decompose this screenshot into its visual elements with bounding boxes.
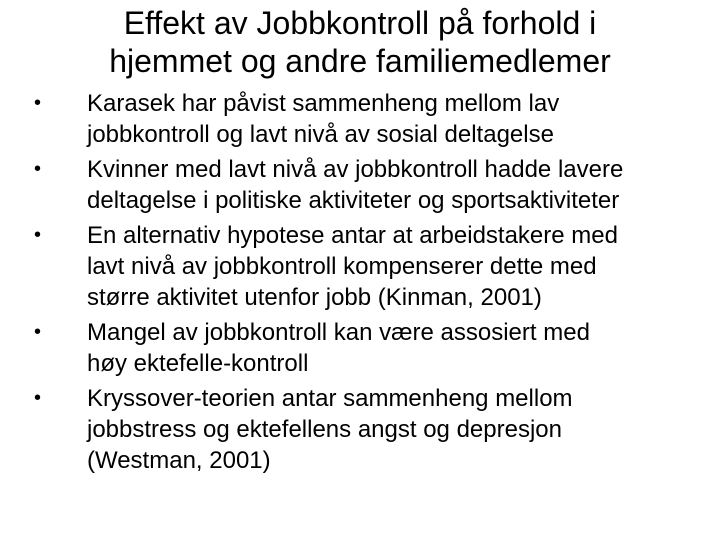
bullet-text-line: (Westman, 2001) (87, 447, 271, 474)
bullet-text-line: lavt nivå av jobbkontroll kompenserer dette med (87, 253, 597, 280)
bullet-icon: • (34, 224, 42, 246)
slide-title-line-1: Effekt av Jobbkontroll på forhold i (123, 5, 597, 41)
bullet-text-line: Kvinner med lavt nivå av jobbkontroll hadde lavere (87, 156, 624, 183)
bullet-text-line: Mangel av jobbkontroll kan være assosiert med (87, 319, 590, 346)
bullet-item (0, 317, 720, 379)
bullet-text-line: større aktivitet utenfor jobb (Kinman, 2001) (87, 284, 542, 311)
bullet-text-line: jobbkontroll og lavt nivå av sosial deltagelse (87, 121, 554, 148)
bullet-text-line: jobbstress og ektefellens angst og depresjon (87, 416, 562, 443)
bullet-icon: • (34, 92, 42, 114)
bullet-item (0, 88, 720, 150)
bullet-text-line: deltagelse i politiske aktiviteter og sportsaktiviteter (87, 187, 620, 214)
bullet-text-line: høy ektefelle-kontroll (87, 350, 309, 377)
bullet-text-line: Kryssover-teorien antar sammenheng mellom (87, 385, 573, 412)
bullet-text-line: Karasek har påvist sammenheng mellom lav (87, 90, 560, 117)
bullet-list (0, 88, 720, 480)
slide-title (0, 4, 720, 80)
bullet-icon: • (34, 158, 42, 180)
bullet-item (0, 154, 720, 216)
bullet-item (0, 220, 720, 313)
bullet-icon: • (34, 321, 42, 343)
bullet-text-line: En alternativ hypotese antar at arbeidstakere med (87, 222, 618, 249)
bullet-item (0, 383, 720, 476)
slide-title-line-2: hjemmet og andre familiemedlemer (109, 43, 611, 79)
bullet-icon: • (34, 387, 42, 409)
